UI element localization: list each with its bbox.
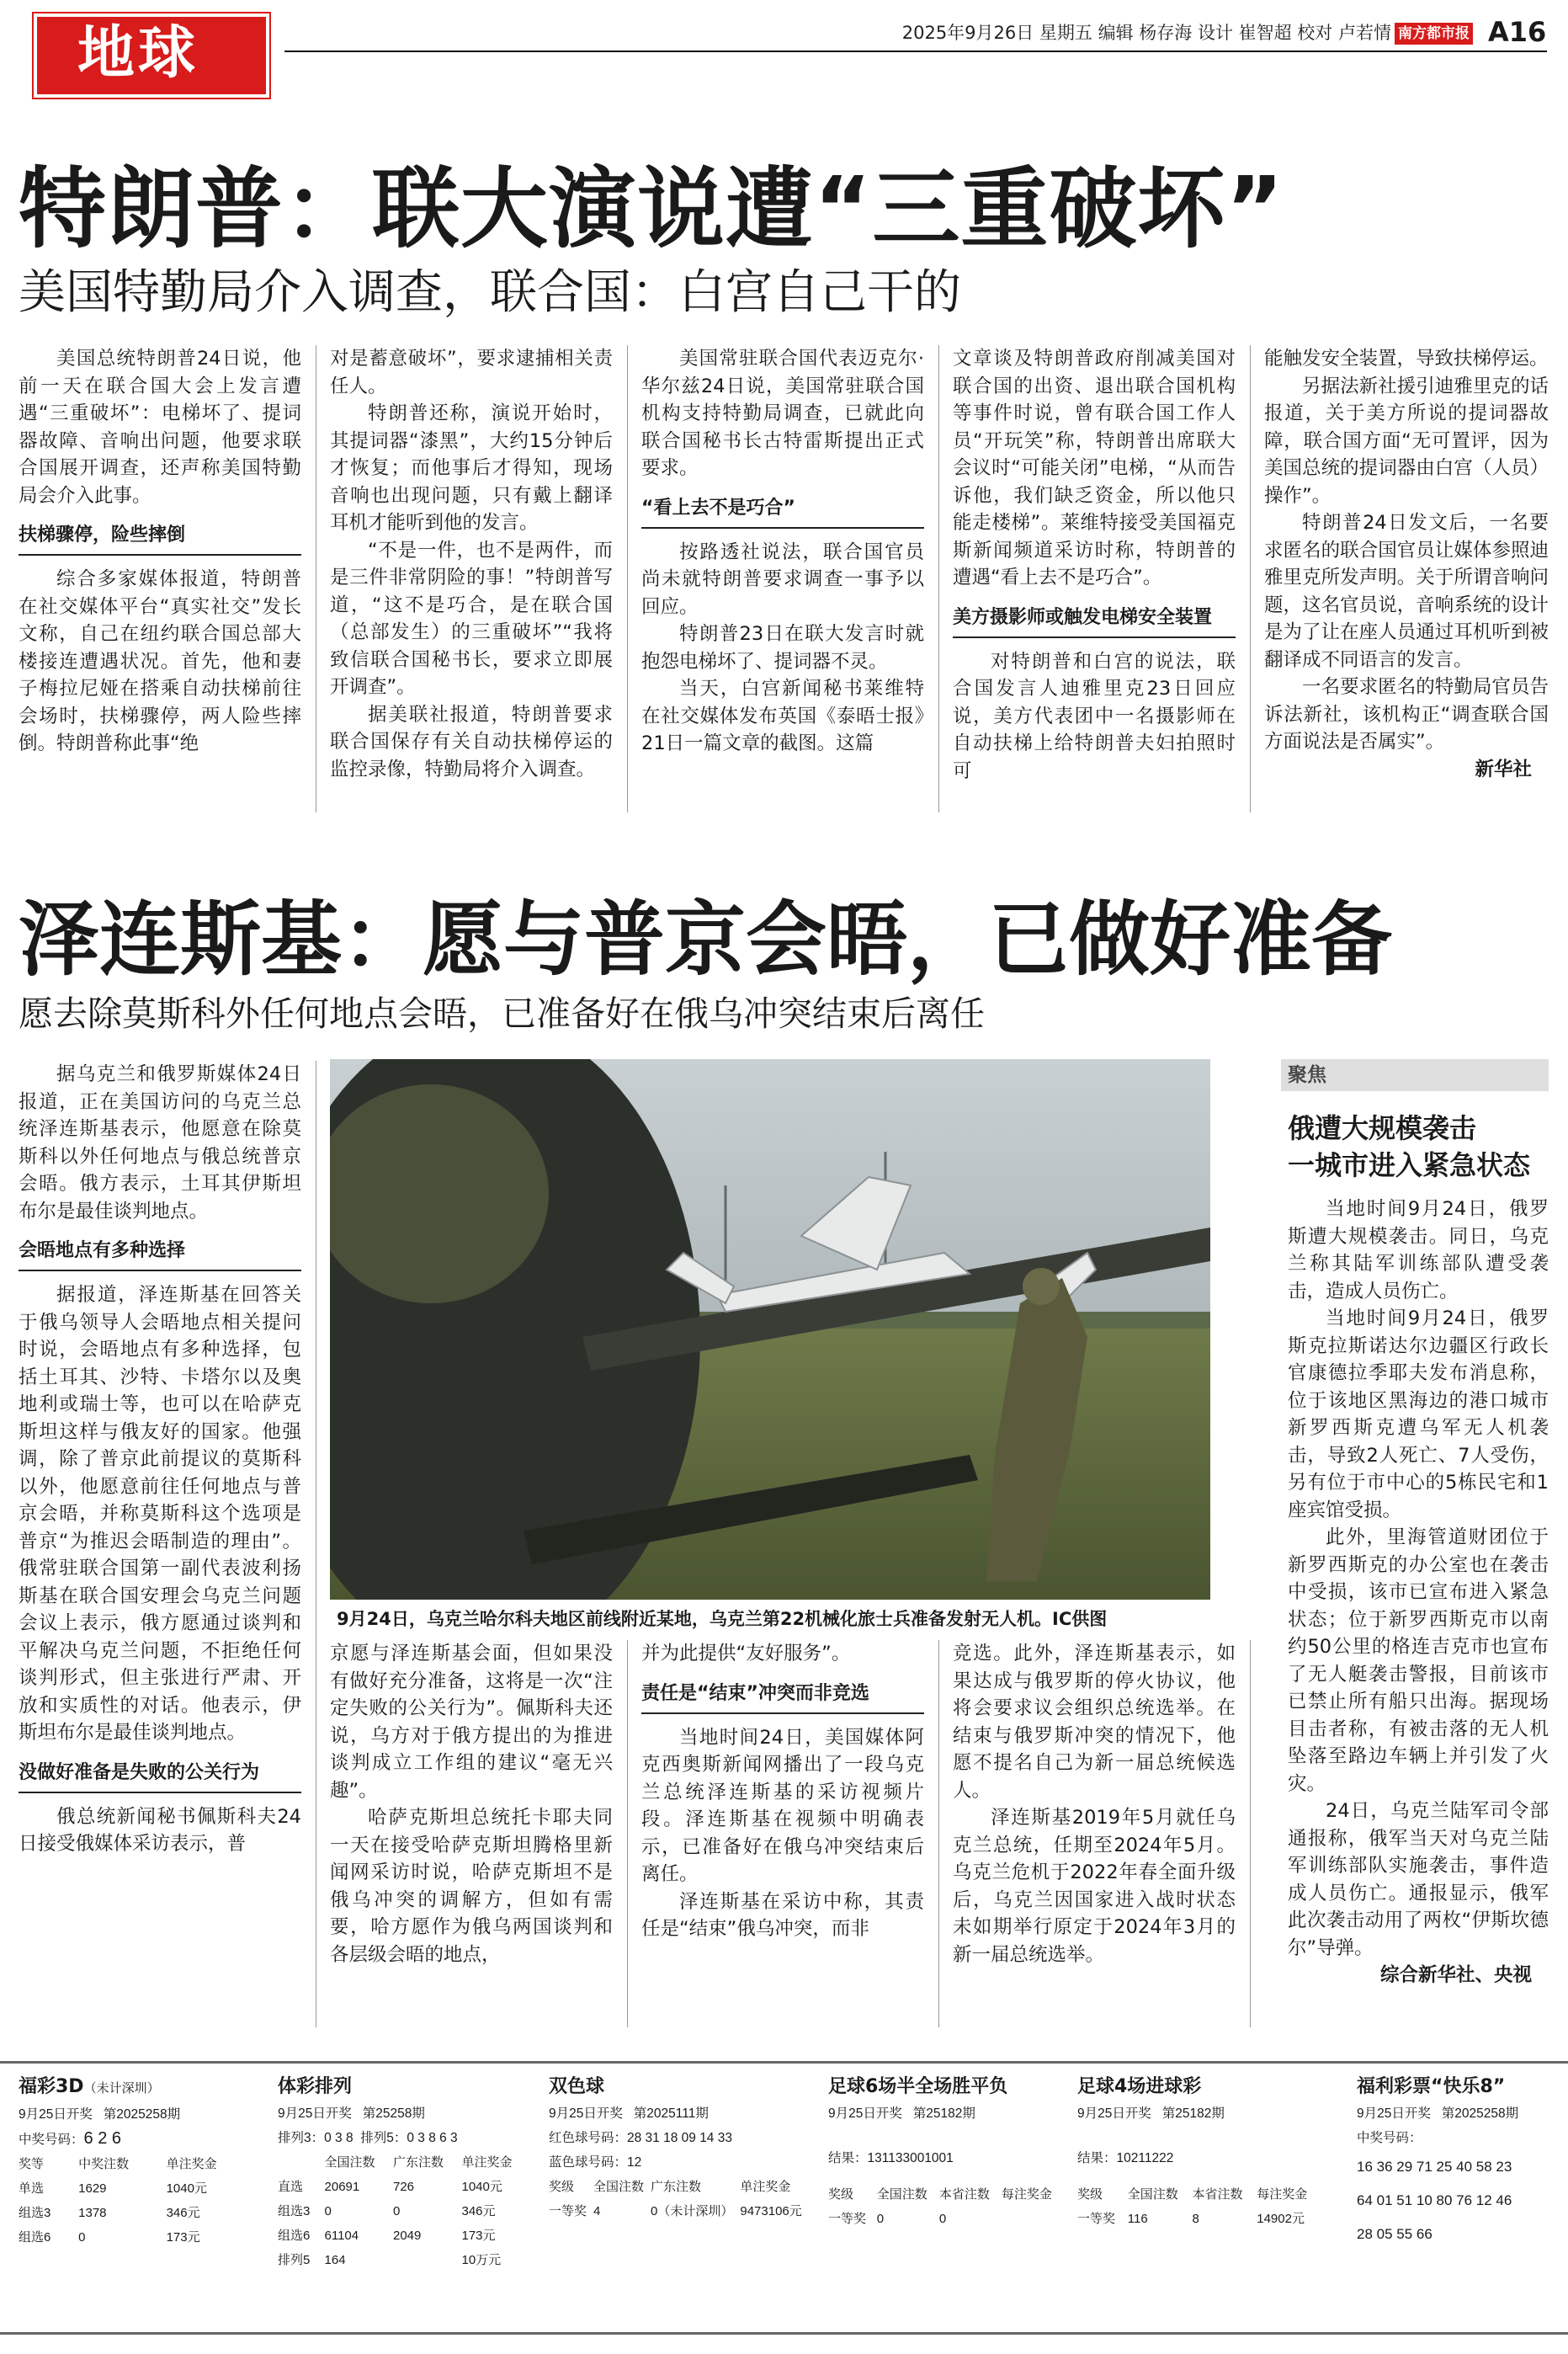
byline: 综合新华社、央视	[1379, 1964, 1532, 1986]
table-cell: 奖级	[549, 2180, 575, 2194]
byline: 新华社	[1475, 758, 1532, 780]
paragraph: 据乌克兰和俄罗斯媒体24日报道，正在美国访问的乌克兰总统泽连斯基表示，他愿意在除莫斯科以外任何地点与俄总统普京会晤。俄方表示，土耳其伊斯坦布尔是最佳谈判地点。	[19, 1063, 301, 1222]
paragraph: 特朗普23日在联大发言时就抱怨电梯坏了、提词器不灵。	[641, 623, 924, 673]
paragraph: 美国总统特朗普24日说，他前一天在联合国大会上发言遭遇“三重破坏”：电梯坏了、提词器故障、音响出问题，他要求联合国展开调查，还声称美国特勤局会介入此事。	[19, 348, 301, 507]
paragraph: 对特朗普和白宫的说法，联合国发言人迪雅里克23日回应说，美方代表团中一名摄影师在自动扶梯上给特朗普夫妇拍照时可	[953, 650, 1236, 782]
table-cell: 一等奖	[1077, 2212, 1116, 2226]
table-cell: 组选3	[19, 2206, 51, 2220]
table-row	[1077, 2182, 1321, 2207]
header-info: 2025年9月26日 星期五 编辑 杨存海 设计 崔智超 校对 卢若情	[901, 23, 1391, 43]
table-cell: 10万元	[461, 2253, 502, 2267]
table-cell: 全国注数	[324, 2155, 375, 2170]
paragraph: 当天，白宫新闻秘书莱维特在社交媒体发布英国《泰晤士报》21日一篇文章的截图。这篇	[641, 678, 924, 754]
paragraph: 当地时间24日，美国媒体阿克西奥斯新闻网播出了一段乌克兰总统泽连斯基的采访视频片段。泽连斯基在视频中明确表示，已准备好在俄乌冲突结束后离任。	[641, 1726, 924, 1885]
table-cell: 全国注数	[1127, 2187, 1178, 2202]
story2-col4	[953, 1640, 1236, 1968]
paragraph: 并为此提供“友好服务”。	[641, 1643, 851, 1664]
table-cell: 0（未计深圳）	[651, 2204, 734, 2218]
drone-photo	[330, 1059, 1210, 1600]
lottery-ssq: 双色球 9月25日开奖 第2025111期 红色球号码：28 31 18 09 14 33 蓝色球号码：12 奖级 全国注数 广东注数 单注奖金 一等奖 4 0（未计深圳） 9473106元	[549, 2073, 801, 2224]
table-cell: 本省注数	[938, 2187, 990, 2202]
table-cell: 61104	[324, 2229, 359, 2243]
focus-body	[1288, 1196, 1549, 1989]
story2-col3	[641, 1640, 924, 1943]
subheading: 责任是“结束”冲突而非竞选	[641, 1680, 924, 1714]
story2-subhead: 愿去除莫斯科外任何地点会晤，已准备好在俄乌冲突结束后离任	[19, 993, 985, 1034]
table-row	[19, 2225, 254, 2250]
table-cell: 广东注数	[393, 2155, 444, 2170]
table-row	[278, 2224, 530, 2248]
column-divider	[1250, 345, 1251, 812]
table-cell: 单注奖金	[166, 2157, 217, 2171]
table-cell: 本省注数	[1192, 2187, 1243, 2202]
table-cell: 一等奖	[828, 2212, 867, 2226]
table-row	[19, 2152, 254, 2176]
drone-photo-art	[330, 1059, 1210, 1600]
table-cell: 116	[1127, 2212, 1148, 2226]
subheading: 美方摄影师或触发电梯安全装置	[953, 604, 1236, 638]
subheading: “看上去不是巧合”	[641, 494, 924, 529]
paragraph: 据报道，泽连斯基在回答关于俄乌领导人会晤地点相关提问时说，会晤地点有多种选择，包括土耳其、沙特、卡塔尔以及奥地利或瑞士等，也可以在哈萨克斯坦这样与俄友好的国家。他强调，除了普京此前提议的莫斯科以外，他愿意前往任何地点与普京会晤，并称莫斯科这个选项是普京“为推迟会晤制造的理由”。俄常驻联合国第一副代表波利扬斯基在联合国安理会乌克兰问题会议上表示，俄方愿通过谈判和平解决乌克兰问题，不拒绝任何谈判形式，但主张进行严肃、开放和实质性的对话。他表示，伊斯坦布尔是最佳谈判地点。	[19, 1284, 301, 1744]
table-row	[1077, 2207, 1321, 2231]
paragraph: 一名要求匿名的特勤局官员告诉法新社，该机构正“调查联合国方面说法是否属实”。	[1264, 676, 1549, 753]
paragraph: 美国常驻联合国代表迈克尔·华尔兹24日说，美国常驻联合国机构支持特勤局调查，已就此向联合国秘书长古特雷斯提出正式要求。	[641, 348, 924, 479]
table-cell: 0	[938, 2212, 947, 2226]
paragraph: 泽连斯基2019年5月就任乌克兰总统，任期至2024年5月。乌克兰危机于2022年春全面升级后，乌克兰因国家进入战时状态未如期举行原定于2024年3月的新一届总统选举。	[953, 1807, 1236, 1966]
story2-col2	[330, 1640, 613, 1968]
paragraph: 哈萨克斯坦总统托卡耶夫同一天在接受哈萨克斯坦腾格里新闻网采访时说，哈萨克斯坦不是俄乌冲突的调解方，但如有需要，哈方愿作为俄乌两国谈判和各层级会晤的地点，	[330, 1807, 613, 1966]
table-cell: 直选	[278, 2180, 304, 2194]
story1-col1	[19, 345, 301, 758]
story1-col3	[641, 345, 924, 758]
paragraph: 特朗普还称，演说开始时，其提词器“漆黑”，大约15分钟后才恢复；而他事后才得知，现场音响也出现问题，只有戴上翻译耳机才能听到他的发言。	[330, 402, 613, 534]
lottery-zc4: 足球4场进球彩 9月25日开奖 第25182期 结果：10211222 奖级 全国注数 本省注数 每注奖金 一等奖 116 8 14902元	[1077, 2073, 1321, 2231]
table-row	[828, 2207, 1064, 2231]
table-cell: 14902元	[1257, 2212, 1305, 2226]
table-cell: 全国注数	[876, 2187, 928, 2202]
paragraph: 另据法新社援引迪雅里克的话报道，关于美方所说的提词器故障，联合国方面“无可置评，因为美国总统的提词器由白宫（人员）操作”。	[1264, 375, 1549, 507]
table-cell: 173元	[166, 2230, 200, 2245]
table-cell: 0	[393, 2204, 401, 2218]
column-divider	[938, 1640, 939, 2027]
column-divider	[938, 345, 939, 812]
zc6-table	[828, 2182, 1064, 2231]
story1-col2	[330, 345, 613, 783]
table-cell: 每注奖金	[1257, 2187, 1308, 2202]
table-row	[278, 2248, 530, 2272]
paragraph: 此外，里海管道财团位于新罗西斯克的办公室也在袭击中受损，该市已宣布进入紧急状态；位于新罗西斯克市以南约50公里的格连吉克市也宣布了无人艇袭击警报，目前该市已禁止所有船只出海。据现场目击者称，有被击落的无人机坠落至路边车辆上并引发了火灾。	[1288, 1526, 1549, 1795]
table-row	[278, 2199, 530, 2224]
story2-col1	[19, 1061, 301, 1858]
table-cell: 奖级	[1077, 2187, 1103, 2202]
photo-caption: 9月24日，乌克兰哈尔科夫地区前线附近某地，乌克兰第22机械化旅士兵准备发射无人机。IC供图	[337, 1609, 1108, 1629]
table-cell: 奖等	[19, 2157, 45, 2171]
table-cell: 1629	[78, 2181, 107, 2196]
focus-title-1: 俄遭大规模袭击	[1288, 1112, 1477, 1144]
table-cell: 346元	[166, 2206, 200, 2220]
table-cell: 8	[1192, 2212, 1199, 2226]
table-cell: 0	[78, 2230, 86, 2245]
table-cell: 排列5	[278, 2253, 311, 2267]
story1-headline: 特朗普：联大演说遭“三重破坏”	[19, 157, 1284, 260]
table-cell: 单注奖金	[740, 2180, 791, 2194]
paragraph: 文章谈及特朗普政府削减美国对联合国的出资、退出联合国机构等事件时说，曾有联合国工作人员“开玩笑”称，特朗普出席联大会议时“可能关闭”电梯，“从而告诉他，我们缺乏资金，所以他只能走楼梯”。莱维特接受美国福克斯新闻频道采访时称，特朗普的遭遇“看上去不是巧合”。	[953, 348, 1236, 588]
table-cell: 20691	[324, 2180, 360, 2194]
table-row	[19, 2201, 254, 2225]
table-cell: 每注奖金	[1001, 2187, 1052, 2202]
lottery-tcpl: 体彩排列 9月25日开奖 第25258期 排列3：0 3 8 排列5：0 3 8 6 3 全国注数 广东注数 单注奖金 直选 20691 726 1040元 组选3 0 0 346元 组选6 61104 2049 173元 排列5 164 10万元	[278, 2073, 530, 2272]
story2-headline: 泽连斯基：愿与普京会晤，已做好准备	[19, 892, 1392, 987]
paragraph: 24日，乌克兰陆军司令部通报称，俄军当天对乌克兰陆军训练部队实施袭击，事件造成人员伤亡。通报显示，俄军此次袭击动用了两枚“伊斯坎德尔”导弹。	[1288, 1800, 1549, 1959]
table-cell: 9473106元	[740, 2204, 802, 2218]
story1-col4	[953, 345, 1236, 785]
table-cell: 173元	[461, 2229, 496, 2243]
paragraph: 对是蓄意破坏”，要求逮捕相关责任人。	[330, 348, 613, 397]
table-cell: 广东注数	[651, 2180, 702, 2194]
column-divider	[627, 345, 628, 812]
table-row	[828, 2182, 1064, 2207]
fc3d-table	[19, 2152, 254, 2250]
table-cell: 奖级	[828, 2187, 854, 2202]
paragraph: 泽连斯基在采访中称，其责任是“结束”俄乌冲突，而非	[641, 1890, 924, 1940]
table-cell	[278, 2150, 325, 2175]
paragraph: 按路透社说法，联合国官员尚未就特朗普要求调查一事予以回应。	[641, 541, 924, 618]
zc4-table	[1077, 2182, 1321, 2231]
lottery-fc3d: 福彩3D（未计深圳） 9月25日开奖 第2025258期 中奖号码：6 2 6 奖等 中奖注数 单注奖金 单选 1629 1040元 组选3 1378 346元 组选6 0 173元	[19, 2073, 254, 2250]
table-cell	[1002, 2207, 1064, 2231]
table-cell: 全国注数	[593, 2180, 645, 2194]
table-cell: 组选6	[19, 2230, 51, 2245]
table-row	[278, 2150, 530, 2175]
paragraph: 俄总统新闻秘书佩斯科夫24日接受俄媒体采访表示，普	[19, 1805, 301, 1855]
section-title: 地球	[77, 20, 199, 87]
table-cell: 单选	[19, 2181, 45, 2196]
table-cell: 346元	[461, 2204, 496, 2218]
story1-subhead: 美国特勤局介入调查，联合国：白宫自己干的	[19, 265, 961, 320]
subheading: 会晤地点有多种选择	[19, 1237, 301, 1271]
header-rule	[284, 51, 1547, 52]
subheading: 没做好准备是失败的公关行为	[19, 1759, 301, 1793]
paragraph: 当地时间9月24日，俄罗斯遭大规模袭击。同日，乌克兰称其陆军训练部队遭受袭击，造成人员伤亡。	[1288, 1198, 1549, 1302]
lottery-bottom-rule	[0, 2332, 1568, 2335]
table-cell: 1040元	[461, 2180, 502, 2194]
paragraph: 京愿与泽连斯基会面，但如果没有做好充分准备，这将是一次“注定失败的公关行为”。佩斯科夫还说，乌方对于俄方提出的为推进谈判成立工作组的建议“毫无兴趣”。	[330, 1643, 613, 1802]
table-cell: 164	[324, 2253, 346, 2267]
column-divider	[627, 1640, 628, 2027]
table-cell: 中奖注数	[78, 2157, 130, 2171]
paragraph: 综合多家媒体报道，特朗普在社交媒体平台“真实社交”发长文称，自己在纽约联合国总部大楼接连遭遇状况。首先，他和妻子梅拉尼娅在搭乘自动扶梯前往会场时，扶梯骤停，两人险些摔倒。特朗普称此事“绝	[19, 568, 301, 754]
paragraph: 特朗普24日发文后，一名要求匿名的联合国官员让媒体参照迪雅里克所发声明。关于所谓音响问题，这名官员说，音响系统的设计是为了让在座人员通过耳机听到被翻译成不同语言的发言。	[1264, 512, 1549, 671]
paragraph: 据美联社报道，特朗普要求联合国保存有关自动扶梯停运的监控录像，特勤局将介入调查。	[330, 703, 613, 780]
table-cell: 组选6	[278, 2229, 311, 2243]
table-cell: 组选3	[278, 2204, 311, 2218]
story1-col5	[1264, 345, 1549, 783]
table-cell: 0	[876, 2212, 885, 2226]
paragraph: 竞选。此外，泽连斯基表示，如果达成与俄罗斯的停火协议，他将会要求议会组织总统选举。在结束与俄罗斯冲突的情况下，他愿不提名自己为新一届总统候选人。	[953, 1643, 1236, 1802]
table-cell	[393, 2248, 461, 2272]
focus-title-2: 一城市进入紧急状态	[1288, 1149, 1531, 1181]
lottery-zc6: 足球6场半全场胜平负 9月25日开奖 第25182期 结果：131133001001 奖级 全国注数 本省注数 每注奖金 一等奖 0 0	[828, 2073, 1064, 2231]
paragraph: “不是一件，也不是两件，而是三件非常阴险的事！”特朗普写道，“这不是巧合，是在联合国（总部发生）的三重破坏”“我将致信联合国秘书长，要求立即展开调查”。	[330, 539, 613, 698]
table-cell: 单注奖金	[461, 2155, 513, 2170]
table-cell: 0	[324, 2204, 332, 2218]
newspaper-logo: 南方都市报	[1395, 23, 1473, 45]
table-cell: 2049	[393, 2229, 422, 2243]
paragraph: 当地时间9月24日，俄罗斯克拉斯诺达尔边疆区行政长官康德拉季耶夫发布消息称，位于该地区黑海边的港口城市新罗西斯克遭乌军无人机袭击，导致2人死亡、7人受伤，另有位于市中心的5栋民宅和1座宾馆受损。	[1288, 1307, 1549, 1521]
lottery-kl8: 福利彩票“快乐8” 9月25日开奖 第2025258期 中奖号码： 16 36 29 71 25 40 58 23 64 01 51 10 80 76 12 46 28 05 55 66	[1357, 2076, 1519, 2242]
column-divider	[1250, 1640, 1251, 2027]
table-row	[549, 2199, 809, 2224]
ssq-table	[549, 2175, 809, 2224]
lottery-top-rule	[0, 2061, 1568, 2064]
table-row	[19, 2176, 254, 2201]
table-cell: 4	[593, 2204, 601, 2218]
table-cell: 1378	[78, 2206, 107, 2220]
focus-label: 聚焦	[1288, 1064, 1326, 1086]
subheading: 扶梯骤停，险些摔倒	[19, 521, 301, 556]
table-row	[278, 2175, 530, 2199]
tcpl-table	[278, 2150, 530, 2272]
table-cell: 726	[393, 2180, 415, 2194]
table-cell: 一等奖	[549, 2204, 587, 2218]
table-cell: 1040元	[166, 2181, 207, 2196]
page-number: A16	[1488, 16, 1547, 48]
table-row	[549, 2175, 809, 2199]
paragraph: 能触发安全装置，导致扶梯停运。	[1264, 348, 1549, 370]
